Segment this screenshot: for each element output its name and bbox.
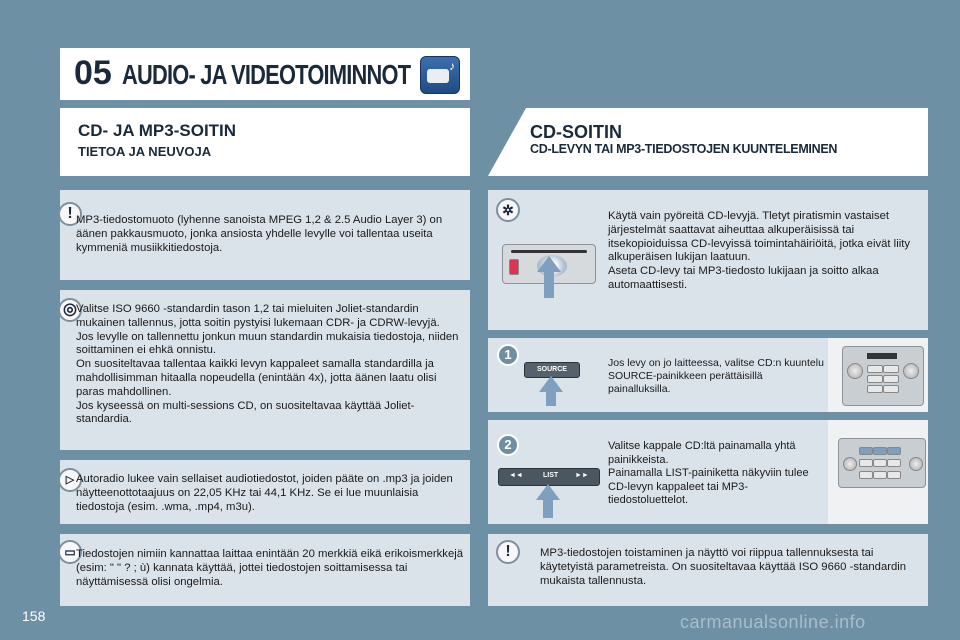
- note-text: MP3-tiedostojen toistaminen ja näyttö voi riippua tallennuksesta tai käytetyistä parametreista. On suositeltavaa käyttää ISO 9660 -standardin mukaista tallennusta.: [540, 547, 907, 587]
- note-panel-mp3-playback: [488, 534, 928, 606]
- step-1-panel: [488, 338, 928, 412]
- step-2-panel: [488, 420, 928, 524]
- step-1-text: Jos levy on jo laitteessa, valitse CD:n kuuntelu SOURCE-painikkeen perättäisillä painalluksilla.: [608, 357, 824, 395]
- chapter-title-bar: [60, 48, 470, 100]
- right-section-subtitle: CD-LEVYN TAI MP3-TIEDOSTOJEN KUUNTELEMINEN: [530, 142, 838, 156]
- exclamation-icon: !: [58, 202, 82, 226]
- file-icon: ▭: [58, 540, 82, 564]
- radio-unit-image: [828, 420, 928, 524]
- disc-icon: ◎: [58, 298, 82, 322]
- source-button[interactable]: SOURCE: [524, 362, 580, 378]
- tip-panel-cd-usage: [488, 190, 928, 330]
- info-panel-file-names: [60, 534, 470, 606]
- left-section-header: [60, 108, 470, 176]
- page-number: 158: [22, 608, 46, 624]
- arrow-up-icon: [539, 376, 563, 392]
- info-text: Autoradio lukee vain sellaiset audiotiedostot, joiden pääte on .mp3 ja joiden näytteenottotaajuus on 22,05 KHz tai 44,1 KHz. Se ei lue muunlaisia tiedostoja (esim. .wma, .mp4, m3u).: [76, 473, 453, 513]
- info-panel-iso-standard: [60, 290, 470, 450]
- info-text: MP3-tiedostomuoto (lyhenne sanoista MPEG 1,2 & 2.5 Audio Layer 3) on äänen pakkausmuoto, jonka ansiosta yhdelle levylle voi tallentaa useita kymmeniä musiikkitiedostoja.: [76, 214, 443, 254]
- chapter-number: 05: [74, 54, 112, 92]
- info-panel-mp3-format: [60, 190, 470, 280]
- info-text: Tiedostojen nimiin kannattaa laittaa enintään 20 merkkiä eikä erikoismerkkejä (esim: " " ? ; ù) kannata käyttää, jottei tiedostojen soittamisessa tai näyttämisessä olisi ongelmia.: [76, 548, 464, 588]
- exclamation-icon: !: [496, 540, 520, 564]
- cd-music-icon: ♪: [420, 56, 460, 94]
- watermark: carmanualsonline.info: [680, 612, 866, 632]
- radio-unit-image: [828, 338, 928, 412]
- step-number-1: 1: [497, 344, 519, 366]
- info-text: Valitse ISO 9660 -standardin tason 1,2 tai mieluiten Joliet-standardin mukainen tallennus, jotta soitin pystyisi lukemaan CDR- ja CDRW-levyjä. Jos levylle on tallennettu jonkun muun standardin mukaisia tiedostoja, niiden soittaminen ei ehkä onnistu. On suositeltavaa tallentaa kaikki levyn kappaleet samalla standardilla ja mahdollisimman hitaalla nopeudella (enintään 4x), jotta äänen laatu olisi paras mahdollinen. Jos kyseessä on multi-sessions CD, on suositeltavaa käyttää Joliet-standardia.: [76, 303, 459, 426]
- step-number-2: 2: [497, 434, 519, 456]
- next-track-button[interactable]: ►►: [575, 472, 589, 479]
- arrow-up-icon: [537, 256, 561, 272]
- sun-icon: ✲: [496, 198, 520, 222]
- step-2-text: Valitse kappale CD:ltä painamalla yhtä painikkeista. Painamalla LIST-painiketta näkyviin tulee CD-levyn kappaleet tai MP3-tiedostoluettelot.: [608, 440, 809, 506]
- right-section-title: CD-SOITIN: [530, 122, 622, 142]
- list-button[interactable]: LIST: [543, 472, 559, 479]
- previous-track-button[interactable]: ◄◄: [509, 472, 523, 479]
- tip-text: Käytä vain pyöreitä CD-levyjä. Tletyt piratismin vastaiset järjestelmät saattavat aiheuttaa alkuperäisissä tai itsekopioiduissa CD-levyissä toimintahäiriöitä, jotka eivät liity alkuperäisen lukijan laatuun. Aseta CD-levy tai MP3-tiedosto lukijaan ja soitto alkaa automaattisesti.: [608, 210, 910, 291]
- left-section-subtitle: TIETOA JA NEUVOJA: [78, 144, 212, 159]
- right-section-header: [488, 108, 928, 176]
- chapter-title: AUDIO- JA VIDEOTOIMINNOT: [122, 59, 411, 90]
- play-icon: ▷: [58, 468, 82, 492]
- info-panel-audio-files: [60, 460, 470, 524]
- left-section-title: CD- JA MP3-SOITIN: [78, 121, 237, 140]
- arrow-up-icon: [536, 484, 560, 500]
